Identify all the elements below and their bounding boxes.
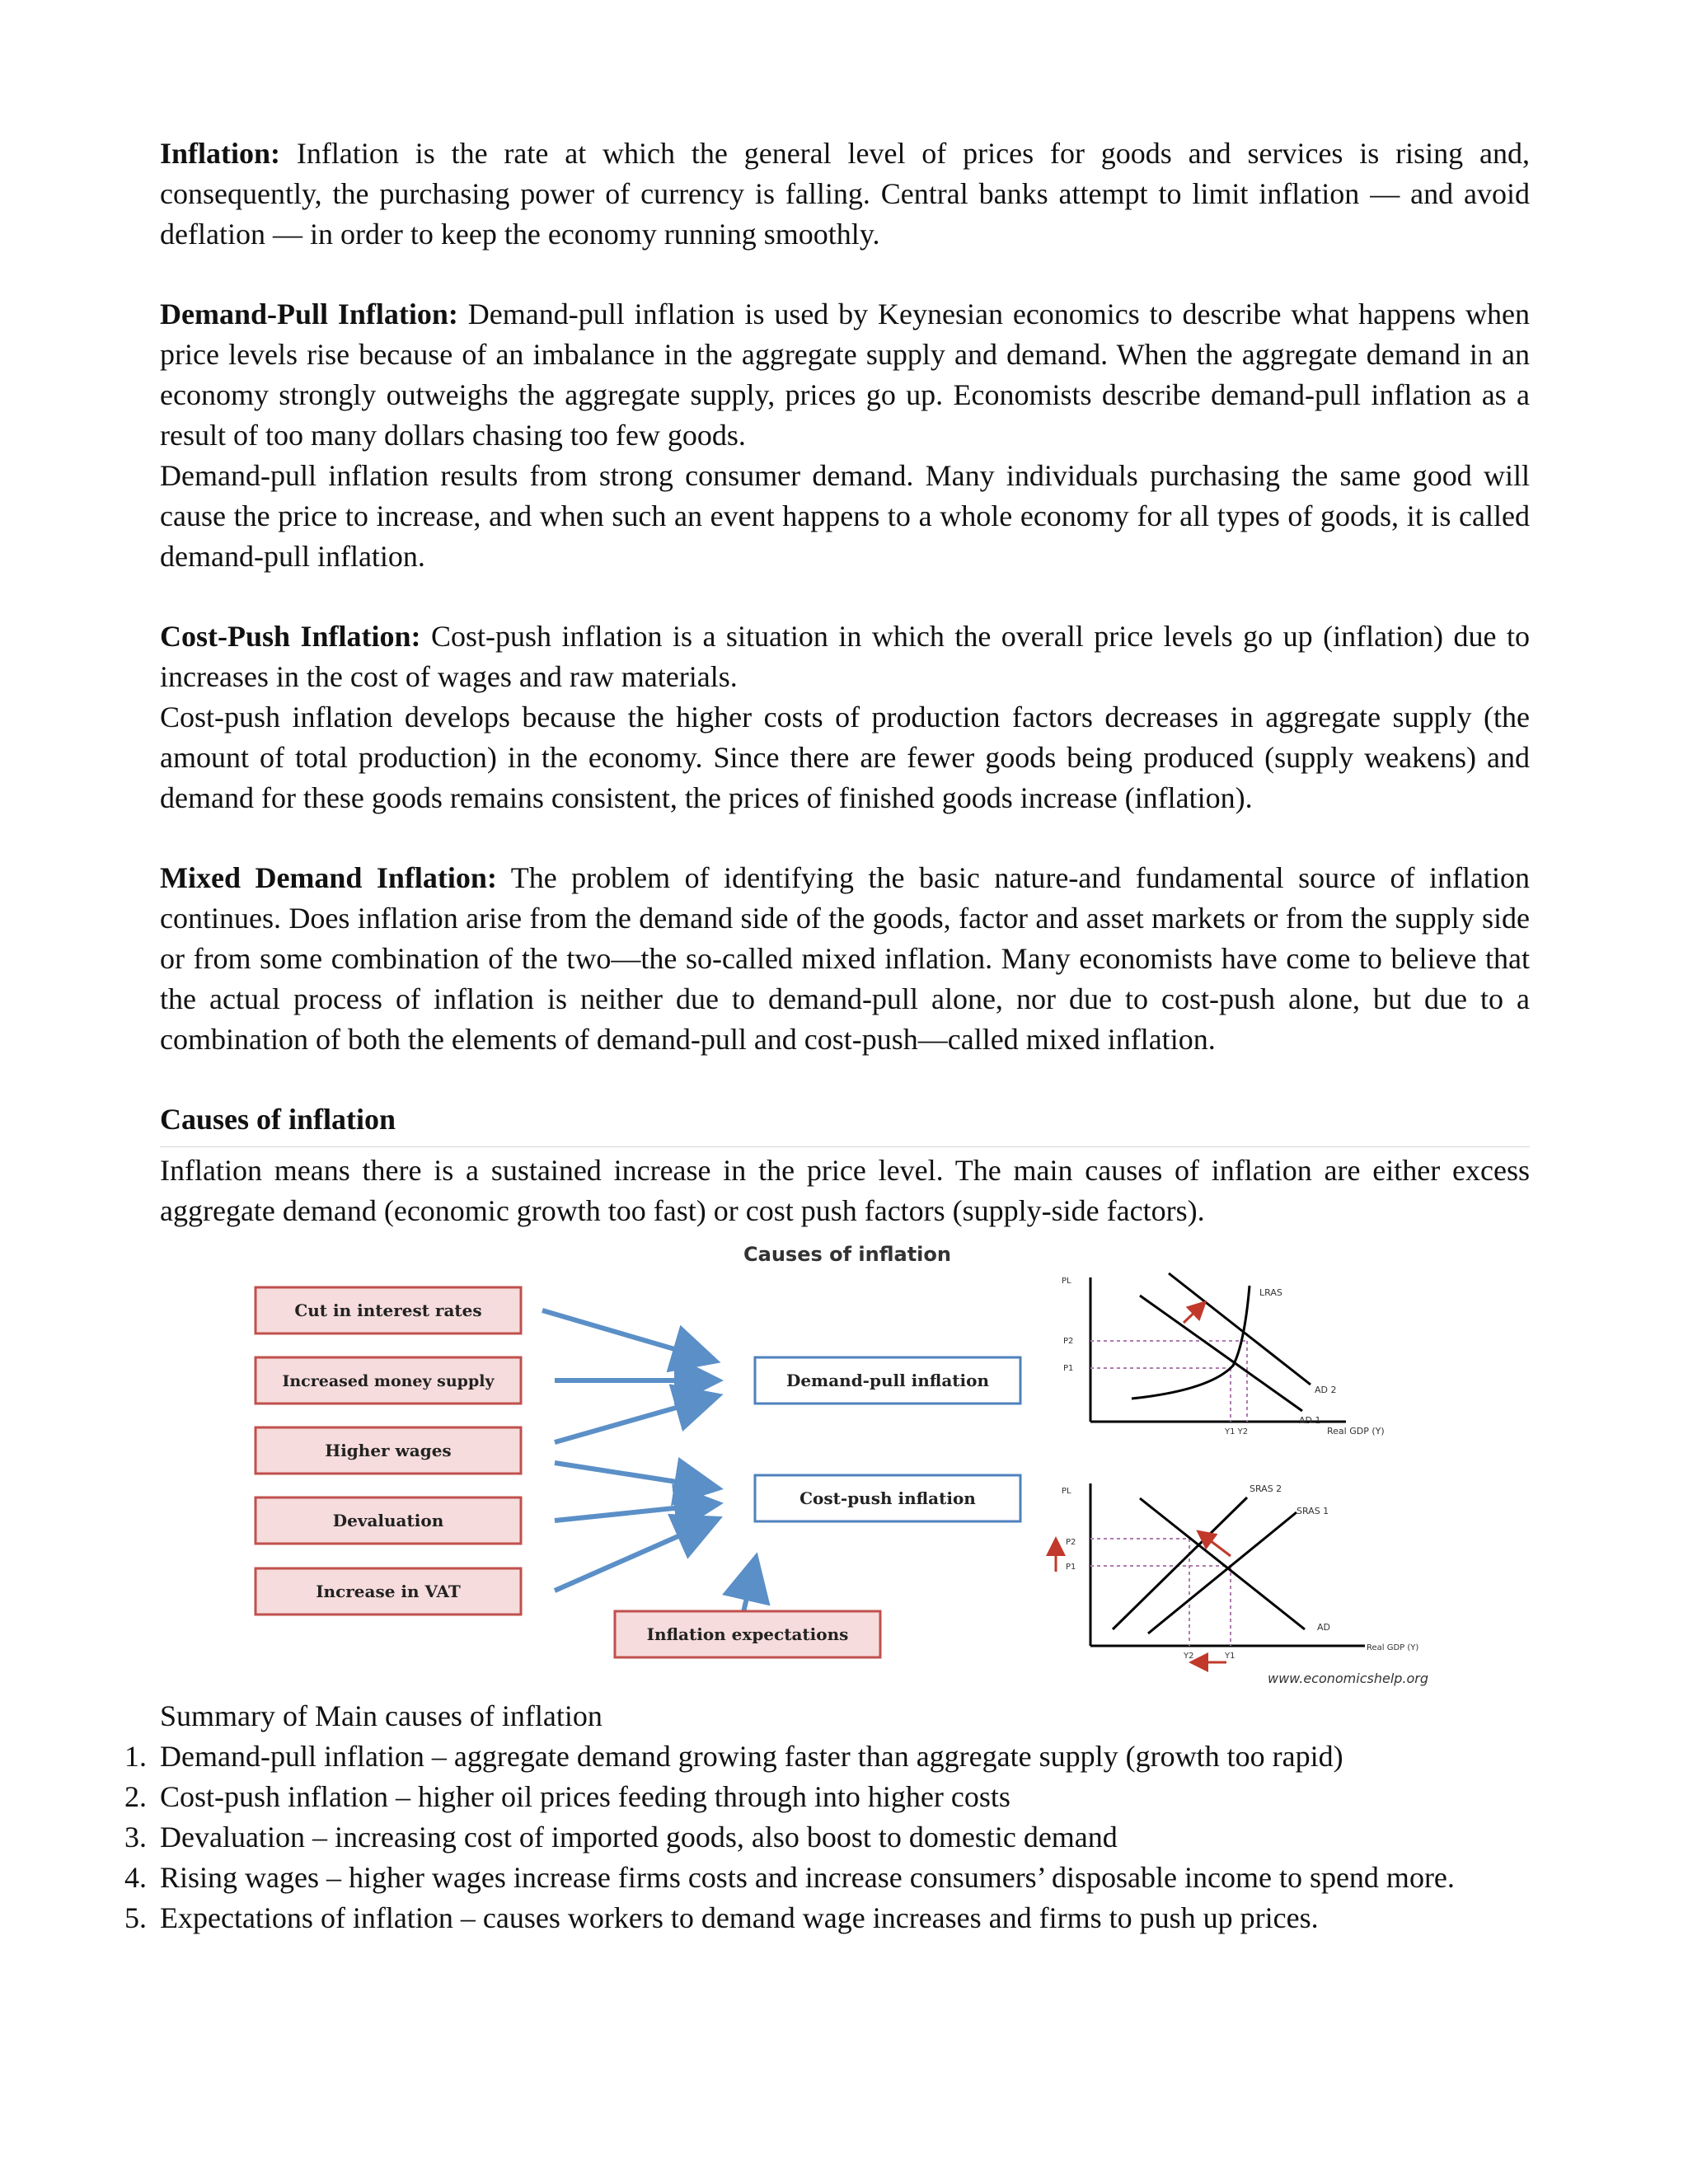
summary-heading: Summary of Main causes of inflation	[160, 1699, 603, 1732]
demand-pull-definition	[160, 294, 1530, 456]
output-labels: Y1 Y2	[1225, 1427, 1249, 1436]
list-number: 3.	[124, 1821, 147, 1854]
section-title: Mixed Demand Inflation:	[160, 861, 497, 894]
list-number: 2.	[124, 1780, 147, 1813]
bottom-box-inflation-expectations	[615, 1611, 880, 1657]
box-label: Increased money supply	[282, 1372, 495, 1390]
left-box-cut-in-interest-rates	[256, 1287, 521, 1333]
demand-pull-paragraph: Demand-pull inflation results from strong consumer demand. Many individuals purchasing the same good will cause the price to increase, and when such an event happens to a whole economy for all types of goods, it is called demand-pull inflation.	[160, 459, 1530, 573]
box-label: Devaluation	[332, 1511, 444, 1530]
causes-heading: Causes of inflation	[160, 1103, 396, 1136]
price-label: P1	[1066, 1563, 1076, 1572]
price-label: P2	[1063, 1337, 1074, 1346]
shift-arrow	[1184, 1304, 1203, 1323]
list-text: Cost-push inflation – higher oil prices feeding through into higher costs	[160, 1780, 1010, 1813]
list-number: 5.	[124, 1901, 147, 1934]
ad-curve	[1140, 1498, 1305, 1629]
cost-push-paragraph: Cost-push inflation develops because the higher costs of production factors decreases in aggregate supply (the amount of total production) in the economy. Since there are fewer goods being produced (supply weakens) and demand for these goods remains consistent, the prices of finished goods increase (inflation).	[160, 701, 1530, 814]
sras2-curve	[1113, 1497, 1247, 1629]
shift-arrow	[1200, 1533, 1231, 1556]
box-label: Inflation expectations	[646, 1624, 849, 1644]
list-text: Demand-pull inflation – aggregate demand growing faster than aggregate supply (growth too rapid)	[160, 1740, 1343, 1773]
list-text: Expectations of inflation – causes workers to demand wage increases and firms to push up prices.	[160, 1901, 1319, 1934]
list-number: 4.	[124, 1861, 147, 1894]
section-text: The problem of identifying the basic nature-and fundamental source of inflation continues. Does inflation arise from the demand side of the goods, factor and asset markets or from the supply side or from some combination of the two—the so-called mixed inflation. Many economists have come to believe that the actual process of inflation is neither due to demand-pull alone, nor due to cost-push alone, but due to a combination of both the elements of demand-pull and cost-push—called mixed inflation.	[160, 861, 1530, 1056]
curve-label-ad: AD	[1317, 1622, 1330, 1633]
causes-intro: Inflation means there is a sustained increase in the price level. The main causes of inflation are either excess aggregate demand (economic growth too fast) or cost push factors (supply-side factors).	[160, 1154, 1530, 1227]
list-item	[124, 1817, 1561, 1858]
document-body	[160, 134, 1530, 1231]
y-axis-label: PL	[1062, 1487, 1071, 1496]
arrow-interest-to-demand	[542, 1310, 711, 1360]
list-item	[124, 1858, 1561, 1898]
arrow-wages-to-demand	[555, 1397, 714, 1442]
box-label: Demand-pull inflation	[785, 1371, 990, 1390]
mid-box-cost-push	[755, 1475, 1020, 1521]
curve-label-ad2: AD 2	[1315, 1385, 1337, 1395]
section-title: Demand-Pull Inflation:	[160, 298, 458, 330]
arrow-wages-to-costpush	[555, 1463, 714, 1488]
price-label: P2	[1066, 1538, 1076, 1547]
curve-label-ad1: AD 1	[1299, 1415, 1321, 1426]
causes-of-inflation-figure	[237, 1236, 1457, 1698]
divider	[160, 1146, 1530, 1147]
output-label-y2: Y2	[1184, 1652, 1194, 1661]
arrow-devaluation-to-costpush	[555, 1504, 714, 1521]
list-item	[124, 1736, 1561, 1777]
section-text: Cost-push inflation is a situation in which the overall price levels go up (inflation) due to increases in the cost of wages and raw materials.	[160, 620, 1530, 693]
list-text: Rising wages – higher wages increase firms costs and increase consumers’ disposable income to spend more.	[160, 1861, 1455, 1894]
box-label: Increase in VAT	[316, 1582, 461, 1601]
figure-title: Causes of inflation	[743, 1243, 951, 1266]
x-axis-label: Real GDP (Y)	[1367, 1643, 1419, 1652]
inflation-definition	[160, 134, 1530, 255]
box-label: Cut in interest rates	[294, 1301, 482, 1320]
section-title: Cost-Push Inflation:	[160, 620, 421, 653]
y-axis-label: PL	[1062, 1277, 1071, 1286]
curve-label-lras: LRAS	[1259, 1287, 1282, 1298]
summary-section	[124, 1696, 1561, 1938]
price-label: P1	[1063, 1364, 1074, 1373]
left-box-devaluation	[256, 1497, 521, 1544]
cost-push-graph	[1056, 1483, 1418, 1662]
arrow-vat-to-costpush	[555, 1521, 714, 1591]
section-title: Inflation:	[160, 137, 281, 170]
output-label-y1: Y1	[1225, 1652, 1236, 1661]
mid-box-demand-pull	[755, 1357, 1020, 1404]
list-item	[124, 1898, 1561, 1938]
summary-list	[124, 1736, 1561, 1938]
left-box-increase-in-vat	[256, 1568, 521, 1615]
list-text: Devaluation – increasing cost of imported goods, also boost to domestic demand	[160, 1821, 1118, 1854]
list-item	[124, 1777, 1561, 1817]
section-text: Inflation is the rate at which the general level of prices for goods and services is rising and, consequently, the purchasing power of currency is falling. Central banks attempt to limit inflation — and avoid deflation — in order to keep the economy running smoothly.	[160, 137, 1531, 251]
demand-pull-graph	[1062, 1273, 1385, 1436]
mixed-inflation-definition	[160, 858, 1530, 1060]
curve-label-sras1: SRAS 1	[1296, 1506, 1329, 1516]
left-box-higher-wages	[256, 1427, 521, 1474]
section-text: Demand-pull inflation is used by Keynesian economics to describe what happens when price levels rise because of an imbalance in the aggregate supply and demand. When the aggregate demand in an economy strongly outweighs the aggregate supply, prices go up. Economists describe demand-pull inflation as a result of too many dollars chasing too few goods.	[160, 298, 1530, 452]
list-number: 1.	[124, 1740, 147, 1773]
left-box-increased-money-supply	[256, 1357, 521, 1404]
cost-push-definition	[160, 616, 1530, 697]
box-label: Higher wages	[325, 1441, 452, 1460]
curve-label-sras2: SRAS 2	[1250, 1483, 1282, 1494]
box-label: Cost-push inflation	[799, 1488, 976, 1508]
cause-arrows	[542, 1310, 755, 1619]
x-axis-label: Real GDP (Y)	[1327, 1426, 1385, 1436]
source-credit: www.economicshelp.org	[1268, 1671, 1429, 1686]
